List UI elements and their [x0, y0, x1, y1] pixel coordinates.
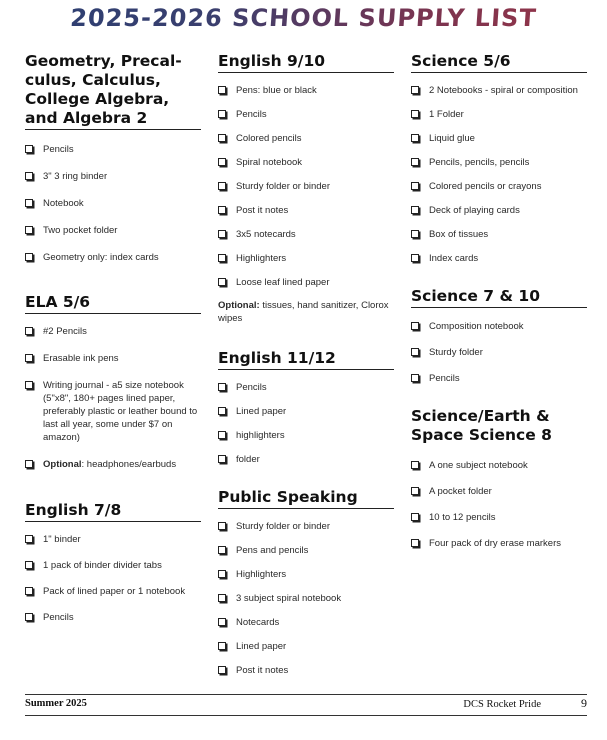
section-heading-public-speaking: Public Speaking [218, 488, 394, 509]
checkbox-icon [25, 613, 33, 621]
column-3 [411, 52, 587, 550]
section-heading-math: Geometry, Precal-culus, Calculus, College Algebra, and Algebra 2 [25, 52, 201, 130]
checkbox-icon [411, 487, 419, 495]
checkbox-icon [25, 587, 33, 595]
section-heading-english-11-12: English 11/12 [218, 349, 394, 370]
list-item: Composition notebook [411, 320, 587, 333]
checkbox-icon [218, 407, 226, 415]
checkbox-icon [411, 182, 419, 190]
list-item: Highlighters [218, 568, 394, 581]
checkbox-icon [411, 110, 419, 118]
list-item: Post it notes [218, 664, 394, 677]
list-item: Pack of lined paper or 1 notebook [25, 585, 201, 598]
checkbox-icon [218, 110, 226, 118]
checkbox-icon [25, 354, 33, 362]
checkbox-icon [411, 348, 419, 356]
list-item: 1" binder [25, 533, 201, 546]
list-item: Geometry only: index cards [25, 251, 201, 264]
list-item: 3 subject spiral notebook [218, 592, 394, 605]
checkbox-icon [25, 535, 33, 543]
checkbox-icon [218, 134, 226, 142]
checkbox-icon [411, 539, 419, 547]
checkbox-icon [218, 431, 226, 439]
list-item: Sturdy folder or binder [218, 180, 394, 193]
list-item: Colored pencils [218, 132, 394, 145]
list-item: highlighters [218, 429, 394, 442]
page-number: 9 [581, 696, 587, 710]
list-item: Erasable ink pens [25, 352, 201, 365]
checkbox-icon [218, 158, 226, 166]
list-item: #2 Pencils [25, 325, 201, 338]
list-item: 3x5 notecards [218, 228, 394, 241]
optional-note: Optional: tissues, hand sanitizer, Clorox wipes [218, 300, 389, 324]
section-heading-english-7-8: English 7/8 [25, 501, 201, 522]
list-item: Sturdy folder [411, 346, 587, 359]
footer-school: DCS Rocket Pride [463, 699, 541, 710]
checkbox-icon [411, 254, 419, 262]
checkbox-icon [218, 206, 226, 214]
checkbox-icon [411, 322, 419, 330]
checkbox-icon [25, 145, 33, 153]
checkbox-icon [411, 134, 419, 142]
list-item: Lined paper [218, 405, 394, 418]
checkbox-icon [218, 570, 226, 578]
checkbox-icon [25, 460, 33, 468]
checkbox-icon [218, 278, 226, 286]
list-item: Loose leaf lined paper [218, 276, 394, 289]
checkbox-icon [411, 206, 419, 214]
list-item: Pens and pencils [218, 544, 394, 557]
list-item: Pencils [218, 381, 394, 394]
list-item: 1 Folder [411, 108, 587, 121]
list-item: Spiral notebook [218, 156, 394, 169]
list-item: Two pocket folder [25, 224, 201, 237]
section-heading-earth-space-science: Science/Earth & Space Science 8 [411, 407, 552, 444]
checkbox-icon [411, 374, 419, 382]
page-title: 2025-2026 SCHOOL SUPPLY LIST [0, 4, 607, 32]
checkbox-icon [411, 513, 419, 521]
list-item: Writing journal - a5 size notebook (5"x8", 180+ pages lined paper, preferably plastic or leather bound to last all year, some under $7 on amazon) [25, 379, 201, 444]
checkbox-icon [218, 642, 226, 650]
column-2 [218, 52, 394, 677]
checkbox-icon [218, 546, 226, 554]
list-item: Deck of playing cards [411, 204, 587, 217]
checkbox-icon [218, 666, 226, 674]
list-item: Highlighters [218, 252, 394, 265]
list-item: Liquid glue [411, 132, 587, 145]
checkbox-icon [218, 254, 226, 262]
list-item: Four pack of dry erase markers [411, 537, 587, 550]
list-item: Lined paper [218, 640, 394, 653]
list-item: 1 pack of binder divider tabs [25, 559, 201, 572]
list-item: Pencils, pencils, pencils [411, 156, 587, 169]
checkbox-icon [25, 226, 33, 234]
list-item: 10 to 12 pencils [411, 511, 587, 524]
checkbox-icon [411, 230, 419, 238]
section-heading-english-9-10: English 9/10 [218, 52, 394, 73]
checkbox-icon [411, 86, 419, 94]
section-heading-science-7-10: Science 7 & 10 [411, 287, 587, 308]
list-item: Pens: blue or black [218, 84, 394, 97]
list-item: A pocket folder [411, 485, 587, 498]
list-item: Pencils [411, 372, 587, 385]
checkbox-icon [411, 461, 419, 469]
checkbox-icon [411, 158, 419, 166]
list-item: Notecards [218, 616, 394, 629]
list-item: 2 Notebooks - spiral or composition [411, 84, 587, 97]
section-heading-science-5-6: Science 5/6 [411, 52, 587, 73]
footer-date: Summer 2025 [25, 698, 87, 709]
list-item: Pencils [25, 143, 201, 156]
checkbox-icon [25, 561, 33, 569]
list-item: Post it notes [218, 204, 394, 217]
list-item: Index cards [411, 252, 587, 265]
checkbox-icon [218, 383, 226, 391]
list-item: Sturdy folder or binder [218, 520, 394, 533]
list-item: A one subject notebook [411, 459, 587, 472]
checkbox-icon [25, 327, 33, 335]
list-item: Box of tissues [411, 228, 587, 241]
section-heading-ela: ELA 5/6 [25, 293, 201, 314]
checkbox-icon [218, 182, 226, 190]
page-footer [25, 694, 587, 716]
list-item: Notebook [25, 197, 201, 210]
list-item: 3" 3 ring binder [25, 170, 201, 183]
checkbox-icon [218, 86, 226, 94]
checkbox-icon [25, 253, 33, 261]
checkbox-icon [25, 199, 33, 207]
column-1 [25, 52, 201, 624]
checkbox-icon [218, 594, 226, 602]
checkbox-icon [218, 522, 226, 530]
checkbox-icon [25, 381, 33, 389]
list-item: Pencils [218, 108, 394, 121]
checkbox-icon [218, 618, 226, 626]
list-item: Pencils [25, 611, 201, 624]
list-item: Colored pencils or crayons [411, 180, 587, 193]
checkbox-icon [218, 230, 226, 238]
checkbox-icon [25, 172, 33, 180]
checkbox-icon [218, 455, 226, 463]
list-item-optional: Optional: headphones/earbuds [25, 458, 201, 471]
list-item: folder [218, 453, 394, 466]
